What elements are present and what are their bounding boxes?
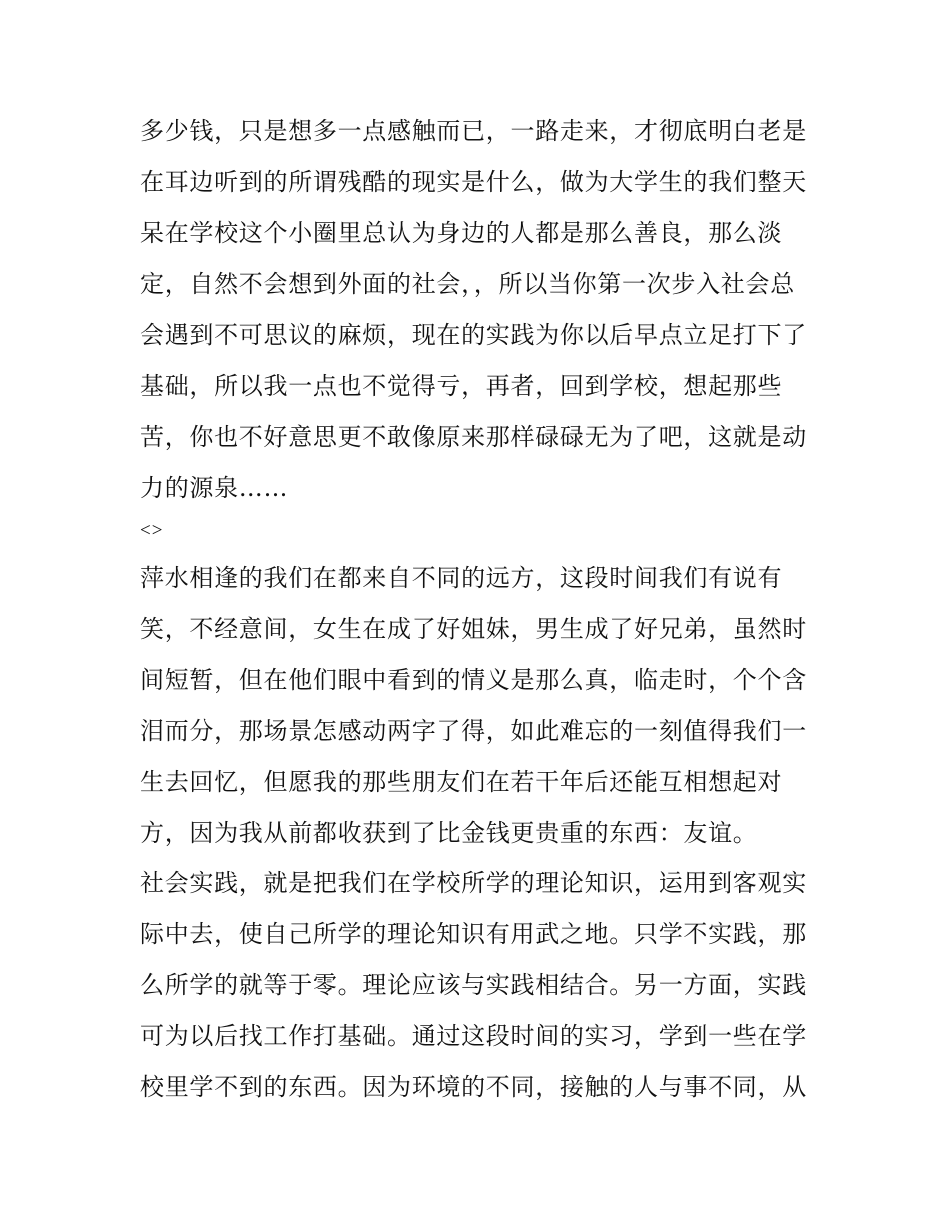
paragraph-line: 呆在学校这个小圈里总认为身边的人都是那么善良，那么淡 [140,219,783,247]
paragraph-line: 方，因为我从前都收获到了比金钱更贵重的东西：友谊。 [140,819,758,847]
paragraph-line: 会遇到不可思议的麻烦，现在的实践为你以后早点立足打下了 [140,321,807,349]
paragraph-line: 多少钱，只是想多一点感触而已，一路走来，才彻底明白老是 [140,117,807,145]
paragraph-line: 笑，不经意间，女生在成了好姐妹，男生成了好兄弟，虽然时 [140,615,807,643]
paragraph-line: 社会实践，就是把我们在学校所学的理论知识，运用到客观实 [140,869,807,897]
paragraph-line: 基础，所以我一点也不觉得亏，再者，回到学校，想起那些 [140,372,783,400]
paragraph-line: 定，自然不会想到外面的社会，，所以当你第一次步入社会总 [140,270,795,298]
paragraph-line: 苦，你也不好意思更不敢像原来那样碌碌无为了吧，这就是动 [140,423,807,451]
paragraph-line: 在耳边听到的所谓残酷的现实是什么，做为大学生的我们整天 [140,168,807,196]
paragraph-line: 生去回忆，但愿我的那些朋友们在若干年后还能互相想起对 [140,768,783,796]
paragraph-line: 间短暂，但在他们眼中看到的情义是那么真，临走时，个个含 [140,666,807,694]
marker-text: <> [140,520,164,541]
paragraph-line: 力的源泉…… [140,474,289,502]
paragraph-line: 么所学的就等于零。理论应该与实践相结合。另一方面，实践 [140,971,807,999]
paragraph-line: 校里学不到的东西。因为环境的不同，接触的人与事不同，从 [140,1073,807,1101]
paragraph-line: 泪而分，那场景怎感动两字了得，如此难忘的一刻值得我们一 [140,717,807,745]
paragraph-line: 际中去，使自己所学的理论知识有用武之地。只学不实践，那 [140,920,807,948]
paragraph-line: 可为以后找工作打基础。通过这段时间的实习，学到一些在学 [140,1022,807,1050]
paragraph-line: 萍水相逢的我们在都来自不同的远方，这段时间我们有说有 [140,564,783,592]
